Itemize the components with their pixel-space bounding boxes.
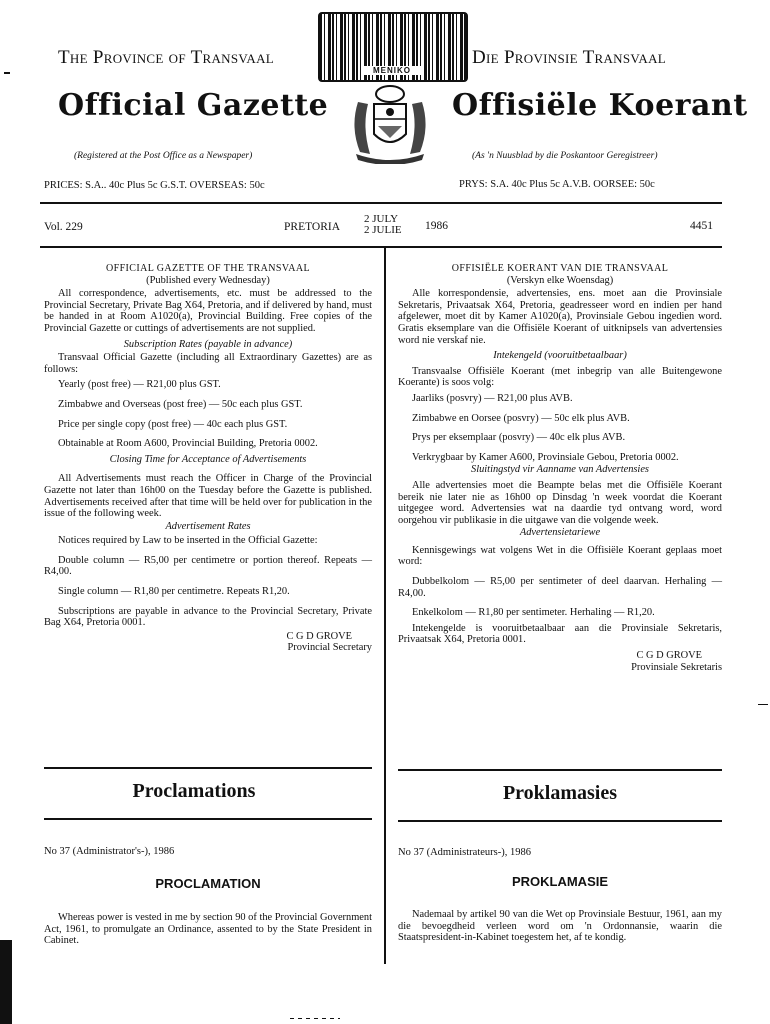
issue-number: 4451 (690, 220, 713, 232)
right-col-closing-heading: Sluitingstyd vir Aanname van Advertensies (471, 464, 649, 476)
left-col-paragraph-6: Obtainable at Room A600, Provincial Building, Pretoria 0002. (58, 438, 318, 450)
right-col-paragraph-1: Alle korrespondensie, advertensies, ens. moet aan die Provinsiale Sekretaris, Privaatsak X64, Pretoria, geadresseer word en indien per hand afgelewer, moet dit by Kamer A1020(a), Provinsiale Gebou ingedien word. Gratis eksemplare van die Offisiële Koerant of uitknipsels van advertensies word nie verskaf nie. (398, 288, 722, 346)
dateline-date-af: 2 JULIE (364, 224, 402, 236)
left-col-subheading: (Published every Wednesday) (146, 274, 270, 286)
left-col-closing-heading: Closing Time for Acceptance of Advertisements (109, 453, 307, 465)
volume-number: Vol. 229 (44, 221, 83, 233)
left-section-rule-top (44, 767, 372, 769)
left-province-title: The Province of Transvaal (58, 47, 275, 68)
proclamations-title: Proclamations (132, 780, 256, 802)
scan-mark-left-bar (0, 0, 4, 74)
right-province-title: Die Provinsie Transvaal (472, 47, 666, 68)
dateline-year: 1986 (425, 220, 448, 232)
right-col-paragraph-11: Intekengelde is vooruitbetaalbaar aan die Provinsiale Sekretaris, Privaatsak X64, Pretoria 0001. (398, 622, 722, 646)
right-col-paragraph-6: Verkrygbaar by Kamer A600, Provinsiale Gebou, Pretoria 0002. (412, 451, 679, 463)
prices-af: PRYS: S.A. 40c Plus 5c A.V.B. OORSEE: 50c (459, 179, 655, 190)
right-col-subheading: (Verskyn elke Woensdag) (506, 274, 614, 286)
left-col-paragraph-10: Single column — R1,80 per centimetre. Repeats R1,20. (58, 586, 290, 598)
scan-mark-bottom-left (0, 940, 12, 1024)
right-col-paragraph-2: Transvaalse Offisiële Koerant (met inbegrip van alle Buitengewone Koerante) is soos volg: (398, 365, 722, 389)
proclamation-body (44, 912, 372, 951)
barcode-label: MENIKO (362, 66, 422, 75)
right-col-signatory: C G D GROVE (636, 650, 702, 662)
dateline-rule (40, 246, 722, 248)
left-col-signatory-title: Provincial Secretary (287, 642, 372, 654)
left-col-paragraph-11: Subscriptions are payable in advance to the Provincial Secretary, Private Bag X64, Pretoria 0001. (44, 605, 372, 629)
right-col-sub-rates-heading: Intekengeld (vooruitbetaalbaar) (493, 350, 627, 362)
right-section-rule-bottom (398, 820, 722, 822)
right-col-signatory-title: Provinsiale Sekretaris (631, 661, 722, 673)
left-col-paragraph-7: All Advertisements must reach the Officer in Charge of the Provincial Gazette not later than 16h00 on the Tuesday before the Gazette is published. Advertisements received after that time will be held over for publication in the issue of the following week. (44, 473, 372, 520)
gazette-title-en: Official Gazette (58, 88, 329, 123)
left-col-signatory: C G D GROVE (286, 630, 352, 642)
registered-note-af: (As 'n Nuusblad by die Poskantoor Geregistreer) (472, 151, 658, 161)
coat-of-arms-emblem (340, 82, 440, 164)
left-col-paragraph-8: Notices required by Law to be inserted in the Official Gazette: (58, 535, 318, 547)
dateline-date-en: 2 JULY (364, 213, 399, 225)
right-info-column (398, 263, 722, 673)
registered-note-en: (Registered at the Post Office as a Newspaper) (74, 151, 253, 161)
left-col-paragraph-5: Price per single copy (post free) — 40c each plus GST. (58, 418, 288, 430)
left-col-paragraph-9: Double column — R5,00 per centimetre or portion thereof. Repeats — R4,00. (44, 554, 372, 578)
proklamasies-title: Proklamasies (502, 782, 618, 804)
right-margin-mark (758, 704, 768, 705)
right-section-rule-top (398, 769, 722, 771)
left-col-paragraph-3: Yearly (post free) — R21,00 plus GST. (58, 379, 221, 391)
column-divider (384, 248, 386, 964)
bottom-scan-dash (290, 1018, 340, 1019)
left-col-sub-rates-heading: Subscription Rates (payable in advance) (123, 338, 293, 350)
proclamation-heading: PROCLAMATION (155, 876, 261, 891)
right-col-heading: OFFISIËLE KOERANT VAN DIE TRANSVAAL (451, 263, 669, 274)
right-col-paragraph-3: Jaarliks (posvry) — R21,00 plus AVB. (412, 392, 573, 404)
left-section-rule-bottom (44, 818, 372, 820)
dateline-city: PRETORIA (284, 221, 341, 233)
left-col-paragraph-4: Zimbabwe and Overseas (post free) — 50c each plus GST. (58, 398, 303, 410)
left-info-column (44, 263, 372, 654)
proklamasie-heading: PROKLAMASIE (511, 874, 609, 889)
proklamasie-body (398, 909, 722, 948)
left-col-heading: OFFICIAL GAZETTE OF THE TRANSVAAL (106, 263, 310, 274)
right-col-paragraph-5: Prys per eksemplaar (posvry) — 40c elk plus AVB. (412, 432, 626, 444)
left-col-paragraph-2: Transvaal Official Gazette (including all Extraordinary Gazettes) are as follows: (44, 352, 372, 375)
right-col-paragraph-7: Alle advertensies moet die Beampte belas met die Offisiële Koerant bereik nie later nie as 16h00 op Dinsdag 'n week voordat die Koerant uitgegee word. Advertensies wat na daardie tyd ontvang word, word oorgehou vir publikasie in die uitgawe van die volgende week. (398, 479, 722, 526)
right-col-paragraph-10: Enkelkolom — R1,80 per sentimeter. Herhaling — R1,20. (412, 607, 655, 619)
left-notice-number: No 37 (Administrator's-), 1986 (44, 846, 175, 857)
left-col-paragraph-1: All correspondence, advertisements, etc. must be addressed to the Provincial Secretary, Private Bag X64, Pretoria, and if delivered by hand, must be handed in at Room A1020(a), Provincial Building. Free copies of the Provincial Gazette or cuttings of advertisements are not supplied. (44, 288, 372, 334)
proclamation-body-text: Whereas power is vested in me by section 90 of the Provincial Government Act, 1961, to promulgate an Ordinance, assented to by the State President in Cabinet. (44, 912, 372, 947)
right-col-paragraph-9: Dubbelkolom — R5,00 per sentimeter of deel daarvan. Herhaling — R4,00. (398, 576, 722, 599)
gazette-title-af: Offisiële Koerant (452, 88, 748, 123)
masthead-rule (40, 202, 722, 204)
right-col-adv-rates-heading: Advertensietariewe (519, 527, 601, 539)
prices-en: PRICES: S.A.. 40c Plus 5c G.S.T. OVERSEAS: 50c (44, 180, 265, 191)
right-col-paragraph-8: Kennisgewings wat volgens Wet in die Offisiële Koerant geplaas moet word: (398, 544, 722, 568)
right-col-paragraph-4: Zimbabwe en Oorsee (posvry) — 50c elk plus AVB. (412, 412, 630, 424)
left-col-adv-rates-heading: Advertisement Rates (165, 520, 251, 532)
proklamasie-body-text: Nademaal by artikel 90 van die Wet op Provinsiale Bestuur, 1961, aan my die bevoegdheid verleen word om 'n Ordonnansie, waarin die Staatspresident-in-Kabinet toegestem het, af te kondig. (398, 909, 722, 944)
right-notice-number: No 37 (Administrateurs-), 1986 (398, 847, 531, 858)
